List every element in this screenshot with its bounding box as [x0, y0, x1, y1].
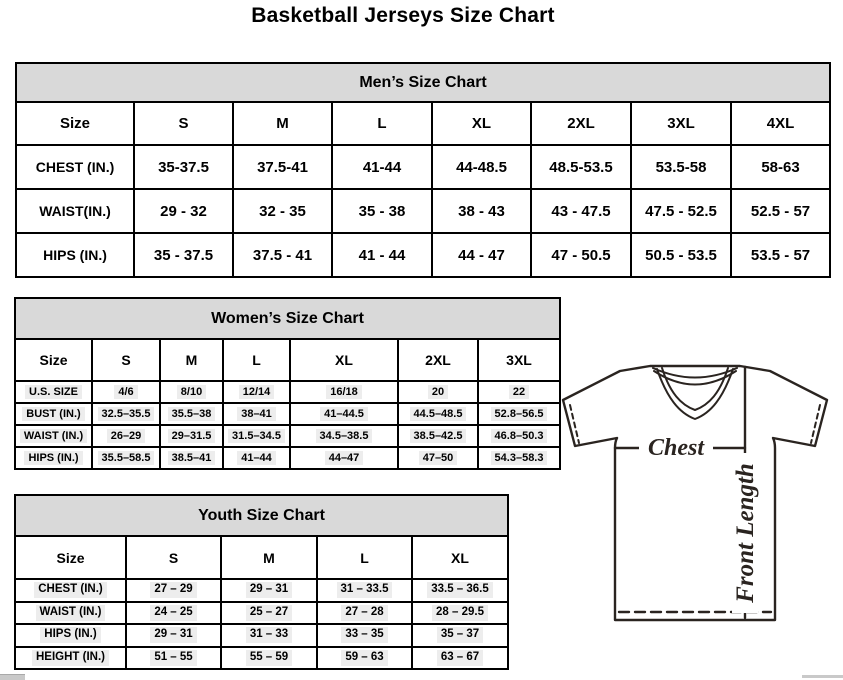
- table-row: [15, 403, 560, 425]
- column-header: 3XL: [478, 339, 560, 381]
- table-row: [16, 145, 830, 189]
- size-value-cell: 29 - 32: [134, 189, 233, 233]
- size-value-cell: 47–50: [398, 447, 478, 469]
- size-value-cell: 20: [398, 381, 478, 403]
- row-label: CHEST (IN.): [16, 145, 134, 189]
- row-label: HIPS (IN.): [16, 233, 134, 277]
- jersey-measurement-diagram: [556, 356, 834, 628]
- size-value-cell: 35.5–38: [160, 403, 223, 425]
- size-value-cell: 52.8–56.5: [478, 403, 560, 425]
- column-header: XL: [412, 536, 508, 579]
- size-value-cell: 35 - 38: [332, 189, 432, 233]
- column-header: 3XL: [631, 102, 731, 145]
- size-value-cell: 31.5–34.5: [223, 425, 290, 447]
- size-value-cell: 35.5–58.5: [92, 447, 160, 469]
- column-header: M: [221, 536, 317, 579]
- table-row: [15, 624, 508, 647]
- table-row: [16, 102, 830, 145]
- mens-table-title: Men’s Size Chart: [16, 63, 830, 102]
- size-value-cell: 63 – 67: [412, 647, 508, 670]
- size-value-cell: 31 – 33.5: [317, 579, 412, 602]
- column-header: XL: [290, 339, 398, 381]
- size-value-cell: 43 - 47.5: [531, 189, 631, 233]
- table-row: [15, 339, 560, 381]
- mens-size-chart-table: [15, 62, 831, 278]
- size-value-cell: 55 – 59: [221, 647, 317, 670]
- size-value-cell: 28 – 29.5: [412, 602, 508, 625]
- table-row: [15, 447, 560, 469]
- column-header: Size: [16, 102, 134, 145]
- size-value-cell: 59 – 63: [317, 647, 412, 670]
- row-label: WAIST (IN.): [15, 602, 126, 625]
- size-value-cell: 33 – 35: [317, 624, 412, 647]
- column-header: 2XL: [398, 339, 478, 381]
- size-value-cell: 35 - 37.5: [134, 233, 233, 277]
- size-value-cell: 29 – 31: [221, 579, 317, 602]
- size-value-cell: 38–41: [223, 403, 290, 425]
- womens-table-title: Women’s Size Chart: [15, 298, 560, 339]
- size-value-cell: 41 - 44: [332, 233, 432, 277]
- size-value-cell: 44–47: [290, 447, 398, 469]
- column-header: L: [317, 536, 412, 579]
- table-row: [16, 63, 830, 102]
- size-value-cell: 27 – 29: [126, 579, 221, 602]
- size-value-cell: 29 – 31: [126, 624, 221, 647]
- size-value-cell: 44 - 47: [432, 233, 531, 277]
- size-value-cell: 4/6: [92, 381, 160, 403]
- size-value-cell: 38.5–41: [160, 447, 223, 469]
- size-value-cell: 16/18: [290, 381, 398, 403]
- table-row: [15, 381, 560, 403]
- row-label: WAIST (IN.): [15, 425, 92, 447]
- size-value-cell: 24 – 25: [126, 602, 221, 625]
- column-header: Size: [15, 536, 126, 579]
- column-header: M: [160, 339, 223, 381]
- size-value-cell: 33.5 – 36.5: [412, 579, 508, 602]
- size-value-cell: 51 – 55: [126, 647, 221, 670]
- front-length-label: Front Length: [732, 463, 759, 603]
- size-value-cell: 41-44: [332, 145, 432, 189]
- size-value-cell: 38 - 43: [432, 189, 531, 233]
- page-title: Basketball Jerseys Size Chart: [251, 4, 555, 27]
- size-value-cell: 29–31.5: [160, 425, 223, 447]
- size-value-cell: 22: [478, 381, 560, 403]
- size-value-cell: 50.5 - 53.5: [631, 233, 731, 277]
- size-value-cell: 31 – 33: [221, 624, 317, 647]
- table-row: [15, 495, 508, 536]
- right-sleeve-cuff-dashes: [811, 405, 820, 443]
- size-value-cell: 44.5–48.5: [398, 403, 478, 425]
- size-value-cell: 32 - 35: [233, 189, 332, 233]
- column-header: 4XL: [731, 102, 830, 145]
- size-value-cell: 41–44: [223, 447, 290, 469]
- table-row: [15, 298, 560, 339]
- column-header: S: [134, 102, 233, 145]
- table-row: [15, 647, 508, 670]
- row-label: BUST (IN.): [15, 403, 92, 425]
- size-value-cell: 32.5–35.5: [92, 403, 160, 425]
- size-value-cell: 47 - 50.5: [531, 233, 631, 277]
- size-value-cell: 54.3–58.3: [478, 447, 560, 469]
- column-header: 2XL: [531, 102, 631, 145]
- column-header: Size: [15, 339, 92, 381]
- youth-table-title: Youth Size Chart: [15, 495, 508, 536]
- table-row: [15, 536, 508, 579]
- size-value-cell: 35-37.5: [134, 145, 233, 189]
- row-label: CHEST (IN.): [15, 579, 126, 602]
- column-header: M: [233, 102, 332, 145]
- table-row: [15, 602, 508, 625]
- row-label: HIPS (IN.): [15, 447, 92, 469]
- row-label: HEIGHT (IN.): [15, 647, 126, 670]
- row-label: WAIST(IN.): [16, 189, 134, 233]
- size-value-cell: 47.5 - 52.5: [631, 189, 731, 233]
- size-value-cell: 53.5 - 57: [731, 233, 830, 277]
- size-value-cell: 26–29: [92, 425, 160, 447]
- chest-label: Chest: [647, 435, 705, 461]
- table-row: [16, 233, 830, 277]
- size-value-cell: 58-63: [731, 145, 830, 189]
- size-value-cell: 53.5-58: [631, 145, 731, 189]
- size-value-cell: 52.5 - 57: [731, 189, 830, 233]
- size-value-cell: 38.5–42.5: [398, 425, 478, 447]
- size-value-cell: 44-48.5: [432, 145, 531, 189]
- left-sleeve-cuff-dashes: [570, 405, 579, 443]
- table-row: [15, 579, 508, 602]
- size-value-cell: 8/10: [160, 381, 223, 403]
- column-header: S: [92, 339, 160, 381]
- size-value-cell: 37.5 - 41: [233, 233, 332, 277]
- row-label: HIPS (IN.): [15, 624, 126, 647]
- bottom-right-gray-fragment: [802, 675, 843, 678]
- column-header: XL: [432, 102, 531, 145]
- size-value-cell: 37.5-41: [233, 145, 332, 189]
- column-header: S: [126, 536, 221, 579]
- size-value-cell: 46.8–50.3: [478, 425, 560, 447]
- jersey-outline: [563, 366, 827, 620]
- column-header: L: [223, 339, 290, 381]
- size-value-cell: 25 – 27: [221, 602, 317, 625]
- row-label: U.S. SIZE: [15, 381, 92, 403]
- size-value-cell: 12/14: [223, 381, 290, 403]
- table-row: [16, 189, 830, 233]
- size-value-cell: 48.5-53.5: [531, 145, 631, 189]
- size-value-cell: 27 – 28: [317, 602, 412, 625]
- column-header: L: [332, 102, 432, 145]
- table-row: [15, 425, 560, 447]
- size-value-cell: 34.5–38.5: [290, 425, 398, 447]
- youth-size-chart-table: [14, 494, 509, 670]
- womens-size-chart-table: [14, 297, 561, 470]
- size-value-cell: 35 – 37: [412, 624, 508, 647]
- bottom-left-gray-fragment: [0, 674, 25, 680]
- size-value-cell: 41–44.5: [290, 403, 398, 425]
